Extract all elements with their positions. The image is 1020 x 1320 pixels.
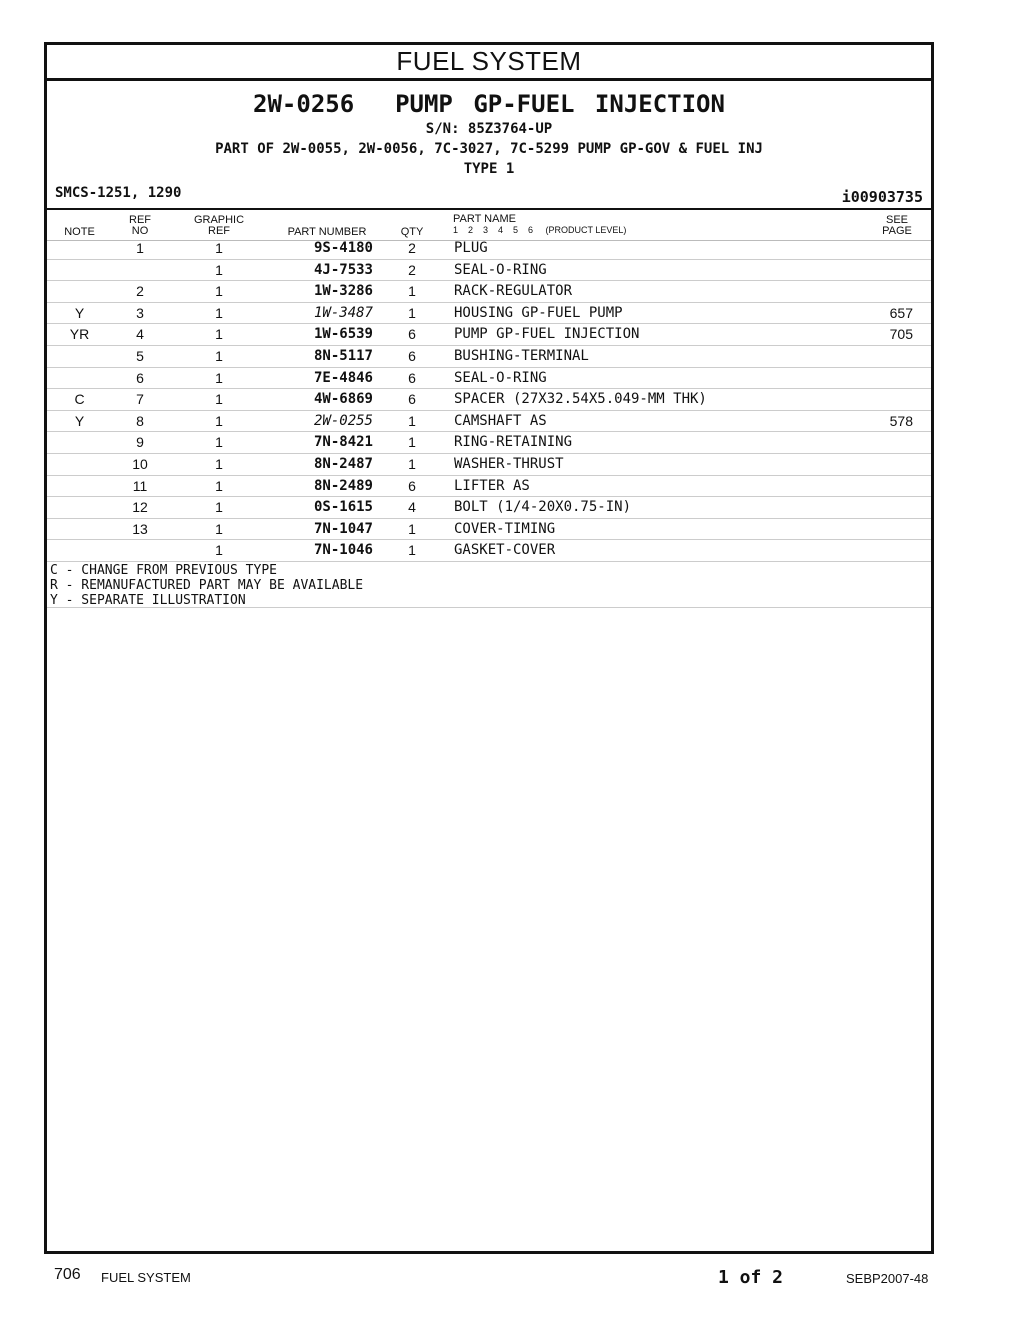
cell-qty: 6 xyxy=(408,326,416,343)
header-block xyxy=(47,81,931,179)
table-row xyxy=(47,411,931,433)
footer-section: FUEL SYSTEM xyxy=(101,1270,191,1285)
table-row xyxy=(47,260,931,282)
table-row xyxy=(47,281,931,303)
cell-graphic-ref: 1 xyxy=(215,261,223,278)
table-row xyxy=(47,497,931,519)
col-part-name: PART NAME xyxy=(453,213,516,225)
cell-qty: 1 xyxy=(408,542,416,559)
table-row xyxy=(47,454,931,476)
document-id: SEBP2007-48 xyxy=(846,1271,929,1286)
cell-ref-no: 11 xyxy=(132,477,148,494)
cell-graphic-ref: 1 xyxy=(215,326,223,343)
cell-part-name: CAMSHAFT AS xyxy=(454,412,547,429)
cell-part-name: PUMP GP-FUEL INJECTION xyxy=(454,326,640,343)
table-row xyxy=(47,519,931,541)
cell-ref-no: 10 xyxy=(132,455,148,472)
cell-qty: 6 xyxy=(408,477,416,494)
cell-part-number: 7N-1046 xyxy=(313,542,373,559)
cell-note: C xyxy=(74,391,85,408)
page-number: 706 xyxy=(54,1266,81,1283)
cell-graphic-ref: 1 xyxy=(215,369,223,386)
group-title: 2W-0256 PUMP GP-FUEL INJECTION xyxy=(253,90,725,118)
cell-ref-no: 4 xyxy=(136,326,144,343)
col-ref-bottom: NO xyxy=(131,225,149,237)
cell-part-number: 7N-8421 xyxy=(313,434,373,451)
cell-qty: 1 xyxy=(408,283,416,300)
smcs-code: SMCS-1251, 1290 xyxy=(55,185,182,201)
cell-part-number: 2W-0255 xyxy=(313,412,373,429)
cell-graphic-ref: 1 xyxy=(215,391,223,408)
cell-part-number: 8N-5117 xyxy=(313,347,373,364)
table-row xyxy=(47,324,931,346)
legend-item: C - CHANGE FROM PREVIOUS TYPE xyxy=(50,562,277,578)
cell-ref-no: 6 xyxy=(136,369,144,386)
table-row xyxy=(47,389,931,411)
table-row xyxy=(47,346,931,368)
section-title: FUEL SYSTEM xyxy=(47,45,931,81)
cell-part-name: HOUSING GP-FUEL PUMP xyxy=(454,304,623,321)
cell-qty: 1 xyxy=(408,434,416,451)
table-row xyxy=(47,368,931,390)
cell-part-name: GASKET-COVER xyxy=(454,542,556,559)
cell-note: Y xyxy=(74,304,85,321)
cell-ref-no: 13 xyxy=(132,520,148,537)
table-row xyxy=(47,476,931,498)
cell-part-name: BUSHING-TERMINAL xyxy=(454,347,589,364)
page-of: 1 of 2 xyxy=(718,1267,784,1288)
cell-qty: 1 xyxy=(408,455,416,472)
cell-qty: 2 xyxy=(408,261,416,278)
parts-table xyxy=(47,238,931,608)
col-part-number: PART NUMBER xyxy=(287,226,367,238)
cell-note: YR xyxy=(69,326,90,343)
serial-number: S/N: 85Z3764-UP xyxy=(425,121,553,137)
cell-graphic-ref: 1 xyxy=(215,347,223,364)
cell-graphic-ref: 1 xyxy=(215,477,223,494)
cell-part-name: RACK-REGULATOR xyxy=(454,283,573,300)
col-see-bottom: PAGE xyxy=(882,225,912,237)
table-row xyxy=(47,432,931,454)
table-row xyxy=(47,303,931,325)
col-note: NOTE xyxy=(64,226,95,238)
cell-note: Y xyxy=(74,412,85,429)
cell-part-number: 8N-2489 xyxy=(313,477,373,494)
cell-part-name: WASHER-THRUST xyxy=(454,455,564,472)
cell-graphic-ref: 1 xyxy=(215,520,223,537)
cell-part-number: 1W-3286 xyxy=(313,283,373,300)
col-gref-bottom: REF xyxy=(208,225,230,237)
cell-qty: 1 xyxy=(408,520,416,537)
cell-ref-no: 1 xyxy=(136,240,144,256)
cell-part-number: 1W-6539 xyxy=(313,326,373,343)
notes-legend xyxy=(47,562,931,608)
cell-part-name: COVER-TIMING xyxy=(454,520,556,537)
table-row xyxy=(47,238,931,260)
cell-part-number: 4J-7533 xyxy=(313,261,373,278)
table-header xyxy=(47,208,931,241)
cell-see-page: 578 xyxy=(889,412,913,429)
cell-part-number: 9S-4180 xyxy=(313,240,373,256)
legend-item: Y - SEPARATE ILLUSTRATION xyxy=(50,592,246,608)
cell-part-name: SEAL-O-RING xyxy=(454,369,547,386)
illustration-id: i00903735 xyxy=(841,188,923,206)
cell-part-name: LIFTER AS xyxy=(454,477,530,494)
cell-ref-no: 12 xyxy=(132,499,148,516)
cell-graphic-ref: 1 xyxy=(215,240,223,256)
cell-part-name: PLUG xyxy=(454,240,488,256)
cell-graphic-ref: 1 xyxy=(215,455,223,472)
cell-qty: 6 xyxy=(408,391,416,408)
cell-graphic-ref: 1 xyxy=(215,542,223,559)
cell-part-number: 0S-1615 xyxy=(313,499,373,516)
legend-item: R - REMANUFACTURED PART MAY BE AVAILABLE xyxy=(50,577,364,593)
cell-ref-no: 3 xyxy=(136,304,144,321)
cell-graphic-ref: 1 xyxy=(215,283,223,300)
cell-qty: 4 xyxy=(408,499,416,516)
cell-part-name: SEAL-O-RING xyxy=(454,261,547,278)
cell-part-number: 4W-6869 xyxy=(313,391,373,408)
cell-ref-no: 7 xyxy=(136,391,144,408)
cell-qty: 1 xyxy=(408,304,416,321)
cell-see-page: 657 xyxy=(889,304,913,321)
cell-qty: 2 xyxy=(408,240,416,256)
cell-part-name: BOLT (1/4-20X0.75-IN) xyxy=(454,499,632,516)
cell-part-name: SPACER (27X32.54X5.049-MM THK) xyxy=(454,391,707,408)
cell-ref-no: 5 xyxy=(136,347,144,364)
part-of-line: PART OF 2W-0055, 2W-0056, 7C-3027, 7C-5299 PUMP GP-GOV & FUEL INJ xyxy=(215,141,763,157)
col-ref-top: REF xyxy=(129,214,151,226)
cell-qty: 1 xyxy=(408,412,416,429)
col-gref-top: GRAPHIC xyxy=(193,214,245,226)
col-see-top: SEE xyxy=(885,214,908,226)
cell-graphic-ref: 1 xyxy=(215,434,223,451)
table-row xyxy=(47,540,931,562)
cell-ref-no: 8 xyxy=(136,412,144,429)
cell-see-page: 705 xyxy=(889,326,913,343)
cell-part-name: RING-RETAINING xyxy=(454,434,573,451)
cell-ref-no: 9 xyxy=(136,434,144,451)
col-product-levels: 1 2 3 4 5 6 (PRODUCT LEVEL) xyxy=(453,225,627,235)
cell-graphic-ref: 1 xyxy=(215,304,223,321)
cell-part-number: 7E-4846 xyxy=(313,369,373,386)
cell-qty: 6 xyxy=(408,369,416,386)
type-line: TYPE 1 xyxy=(463,161,515,177)
cell-part-number: 7N-1047 xyxy=(313,520,373,537)
cell-part-number: 8N-2487 xyxy=(313,455,373,472)
page-frame xyxy=(44,42,934,1254)
cell-ref-no: 2 xyxy=(136,283,144,300)
cell-part-number: 1W-3487 xyxy=(313,304,373,321)
cell-graphic-ref: 1 xyxy=(215,412,223,429)
col-qty: QTY xyxy=(400,226,424,238)
cell-graphic-ref: 1 xyxy=(215,499,223,516)
cell-qty: 6 xyxy=(408,347,416,364)
